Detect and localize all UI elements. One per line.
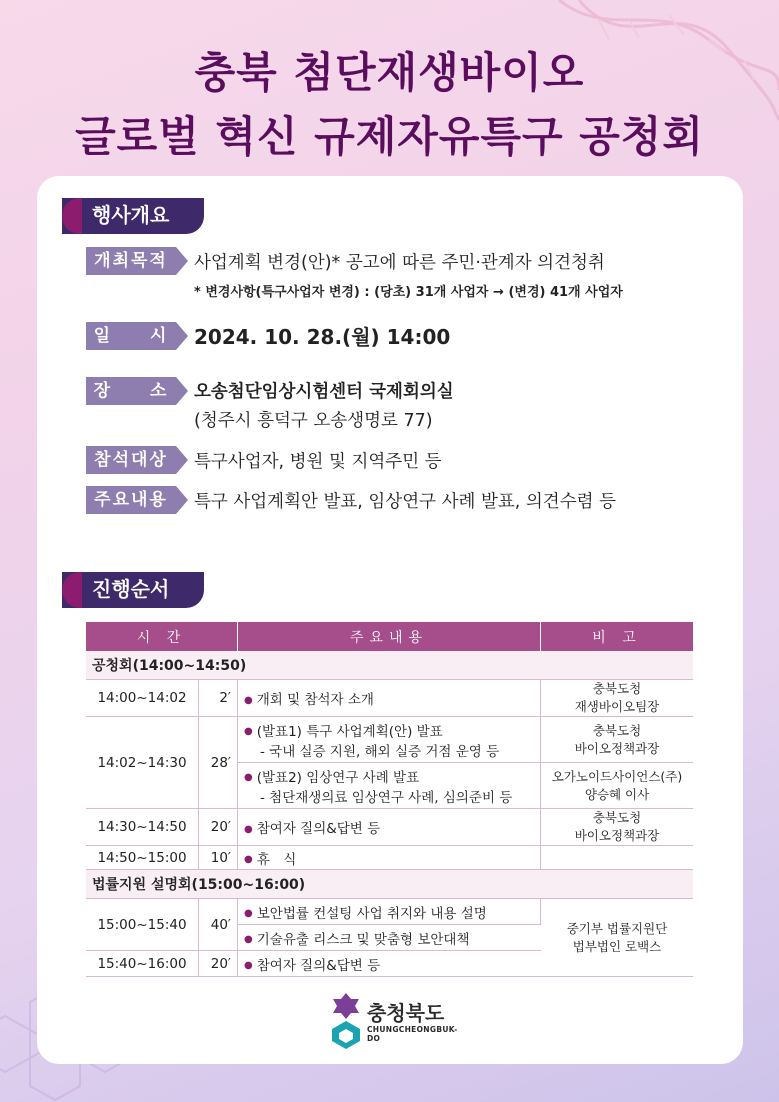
table-row: ● (발표2) 임상연구 사례 발표 - 첨단재생의료 임상연구 사례, 심의준비 등 오가노이드사이언스(주) 양승혜 이사 bbox=[86, 763, 693, 809]
place-text: 오송첨단임상시험센터 국제회의실 bbox=[194, 382, 454, 402]
bullet-icon: ● bbox=[244, 854, 253, 865]
bullet-icon: ● bbox=[244, 726, 253, 737]
table-row: 14:02~14:30 28′ ● (발표1) 특구 사업계획(안) 발표 - 국내 실증 지원, 해외 실증 거점 운영 등 충북도청 바이오정책과장 bbox=[86, 717, 693, 763]
bullet-icon: ● bbox=[244, 823, 253, 835]
purpose-text: 사업계획 변경(안)* 공고에 따른 주민·관계자 의견청취 bbox=[194, 253, 605, 273]
attendees-text: 특구사업자, 병원 및 지역주민 등 bbox=[194, 452, 442, 472]
title-line-1: 충북 첨단재생바이오 bbox=[194, 48, 585, 97]
content-label: 주요내용 bbox=[86, 486, 176, 514]
schedule-table bbox=[86, 622, 693, 977]
table-row: 14:00~14:02 2′ ● 개회 및 참석자 소개 충북도청 재생바이오팀장 bbox=[86, 680, 693, 717]
table-row: 14:30~14:50 20′ ● 참여자 질의&답변 등 충북도청 바이오정책과장 bbox=[86, 809, 693, 846]
logo-english: CHUNGCHEONGBUK-DO bbox=[367, 1025, 458, 1043]
table-row: 14:50~15:00 10′ ● 휴 식 bbox=[86, 846, 693, 870]
purpose-label: 개최목적 bbox=[86, 247, 176, 275]
bullet-icon: ● bbox=[244, 934, 253, 945]
table-row: 15:00~15:40 40′ ● 보안법률 컨설팅 사업 취지와 내용 설명 중기부 법률지원단 법부법인 로백스 bbox=[86, 899, 693, 925]
section-tab-schedule: 진행순서 bbox=[62, 572, 204, 608]
bullet-icon: ● bbox=[244, 694, 253, 706]
chungbuk-emblem-icon bbox=[329, 991, 363, 1049]
bullet-icon: ● bbox=[244, 772, 253, 783]
datetime-text: 2024. 10. 28.(월) 14:00 bbox=[194, 325, 451, 349]
header-time: 시 간 bbox=[86, 622, 238, 651]
section-tab-overview: 행사개요 bbox=[62, 198, 204, 234]
place-label: 장 소 bbox=[86, 377, 176, 405]
datetime-label: 일 시 bbox=[86, 322, 176, 350]
place-subtext: (청주시 흥덕구 오송생명로 77) bbox=[194, 411, 433, 431]
group-row-legal: 법률지원 설명회(15:00~16:00) bbox=[86, 870, 693, 899]
bullet-icon: ● bbox=[244, 960, 253, 971]
logo-name: 충청북도 bbox=[367, 1001, 445, 1025]
header-remark: 비 고 bbox=[541, 622, 694, 651]
content-text: 특구 사업계획안 발표, 임상연구 사례 발표, 의견수렴 등 bbox=[194, 492, 616, 512]
purpose-note: * 변경사항(특구사업자 변경) : (당초) 31개 사업자 → (변경) 41개 사업자 bbox=[194, 285, 623, 300]
title-line-2: 글로벌 혁신 규제자유특구 공청회 bbox=[75, 112, 704, 161]
table-row: 15:40~16:00 20′ ● 참여자 질의&답변 등 bbox=[86, 951, 693, 977]
attendees-label: 참석대상 bbox=[86, 446, 176, 474]
table-row: ● 기술유출 리스크 및 맞춤형 보안대책 bbox=[86, 925, 693, 951]
chungbuk-logo bbox=[327, 991, 457, 1051]
header-content: 주요내용 bbox=[238, 622, 541, 651]
group-row-hearing: 공청회(14:00~14:50) bbox=[86, 651, 693, 680]
bullet-icon: ● bbox=[244, 908, 253, 919]
